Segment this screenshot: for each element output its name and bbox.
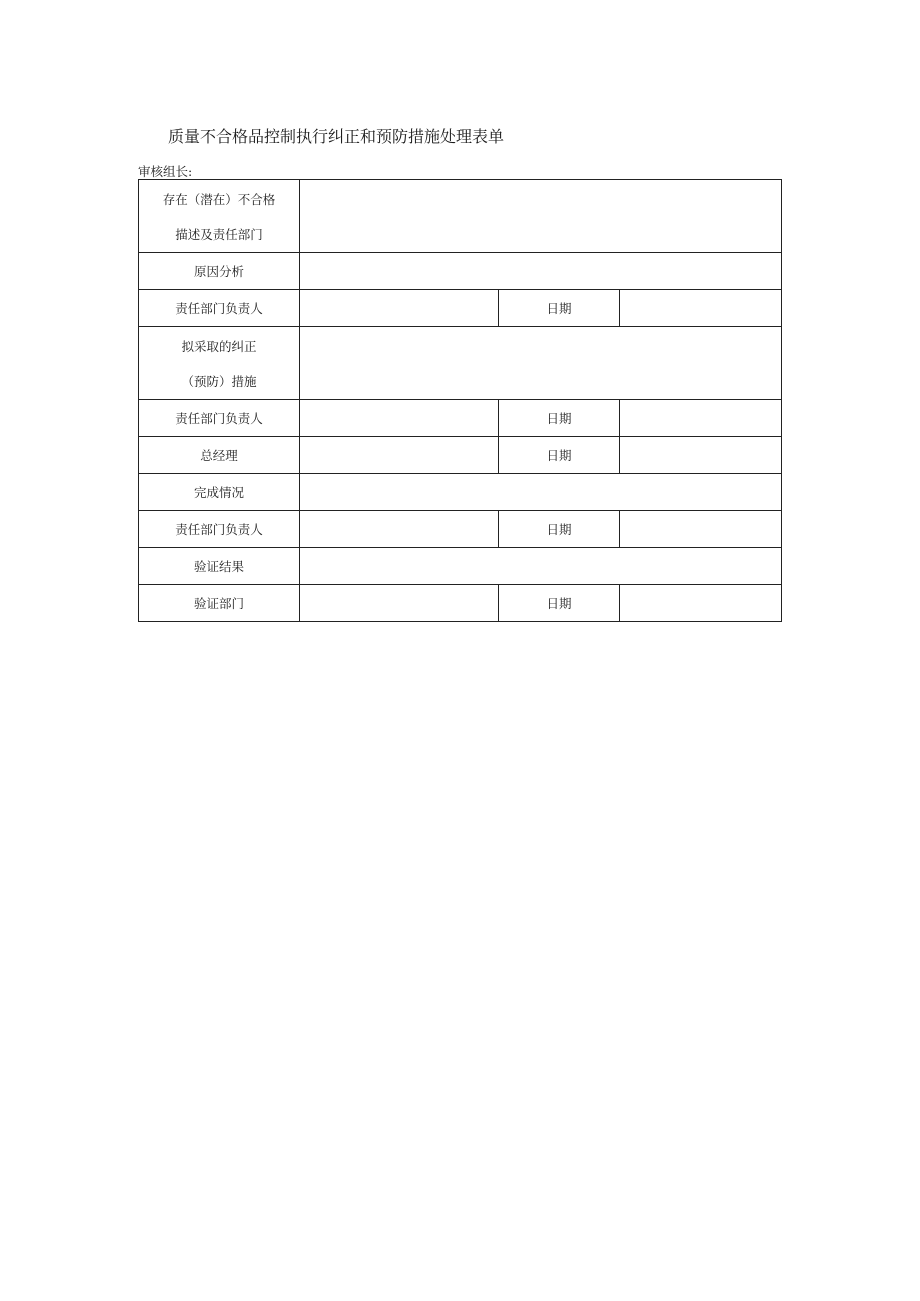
dept-head-label-1: 责任部门负责人 — [139, 290, 300, 327]
date-label-1: 日期 — [499, 290, 620, 327]
dept-head-input-2[interactable] — [300, 400, 499, 437]
verification-dept-input[interactable] — [300, 585, 499, 622]
form-row-cause-analysis — [139, 253, 782, 290]
verification-result-label: 验证结果 — [139, 548, 300, 585]
planned-actions-label-line1: 拟采取的纠正 — [181, 338, 257, 354]
form-row-nonconformity — [139, 180, 782, 253]
date-input-2[interactable] — [620, 400, 782, 437]
completion-label: 完成情况 — [139, 474, 300, 511]
date-label-5: 日期 — [499, 585, 620, 622]
form-row-dept-head-2 — [139, 400, 782, 437]
date-label-4: 日期 — [499, 511, 620, 548]
nonconformity-label-cell — [139, 180, 300, 253]
planned-actions-label-line2: （预防）措施 — [181, 373, 257, 389]
form-row-dept-head-3 — [139, 511, 782, 548]
cause-analysis-input-cell[interactable] — [300, 253, 782, 290]
date-input-5[interactable] — [620, 585, 782, 622]
form-title: 质量不合格品控制执行纠正和预防措施处理表单 — [168, 127, 505, 146]
dept-head-input-1[interactable] — [300, 290, 499, 327]
date-input-3[interactable] — [620, 437, 782, 474]
date-label-2: 日期 — [499, 400, 620, 437]
verification-dept-label: 验证部门 — [139, 585, 300, 622]
date-label-3: 日期 — [499, 437, 620, 474]
verification-result-input-cell[interactable] — [300, 548, 782, 585]
nonconformity-input-cell[interactable] — [300, 180, 782, 253]
date-input-1[interactable] — [620, 290, 782, 327]
nonconformity-label-line2: 描述及责任部门 — [175, 226, 263, 242]
dept-head-input-3[interactable] — [300, 511, 499, 548]
planned-actions-label-cell — [139, 327, 300, 400]
date-input-4[interactable] — [620, 511, 782, 548]
general-manager-label: 总经理 — [139, 437, 300, 474]
nonconformity-label-line1: 存在（潜在）不合格 — [162, 191, 276, 207]
completion-input-cell[interactable] — [300, 474, 782, 511]
form-row-verification-result — [139, 548, 782, 585]
dept-head-label-3: 责任部门负责人 — [139, 511, 300, 548]
general-manager-input[interactable] — [300, 437, 499, 474]
form-row-planned-actions — [139, 327, 782, 400]
corrective-action-form-table — [138, 179, 782, 622]
form-row-general-manager — [139, 437, 782, 474]
cause-analysis-label: 原因分析 — [139, 253, 300, 290]
reviewer-label: 审核组长: — [138, 164, 193, 179]
dept-head-label-2: 责任部门负责人 — [139, 400, 300, 437]
planned-actions-input-cell[interactable] — [300, 327, 782, 400]
form-row-completion — [139, 474, 782, 511]
form-row-verification-dept — [139, 585, 782, 622]
form-row-dept-head-1 — [139, 290, 782, 327]
